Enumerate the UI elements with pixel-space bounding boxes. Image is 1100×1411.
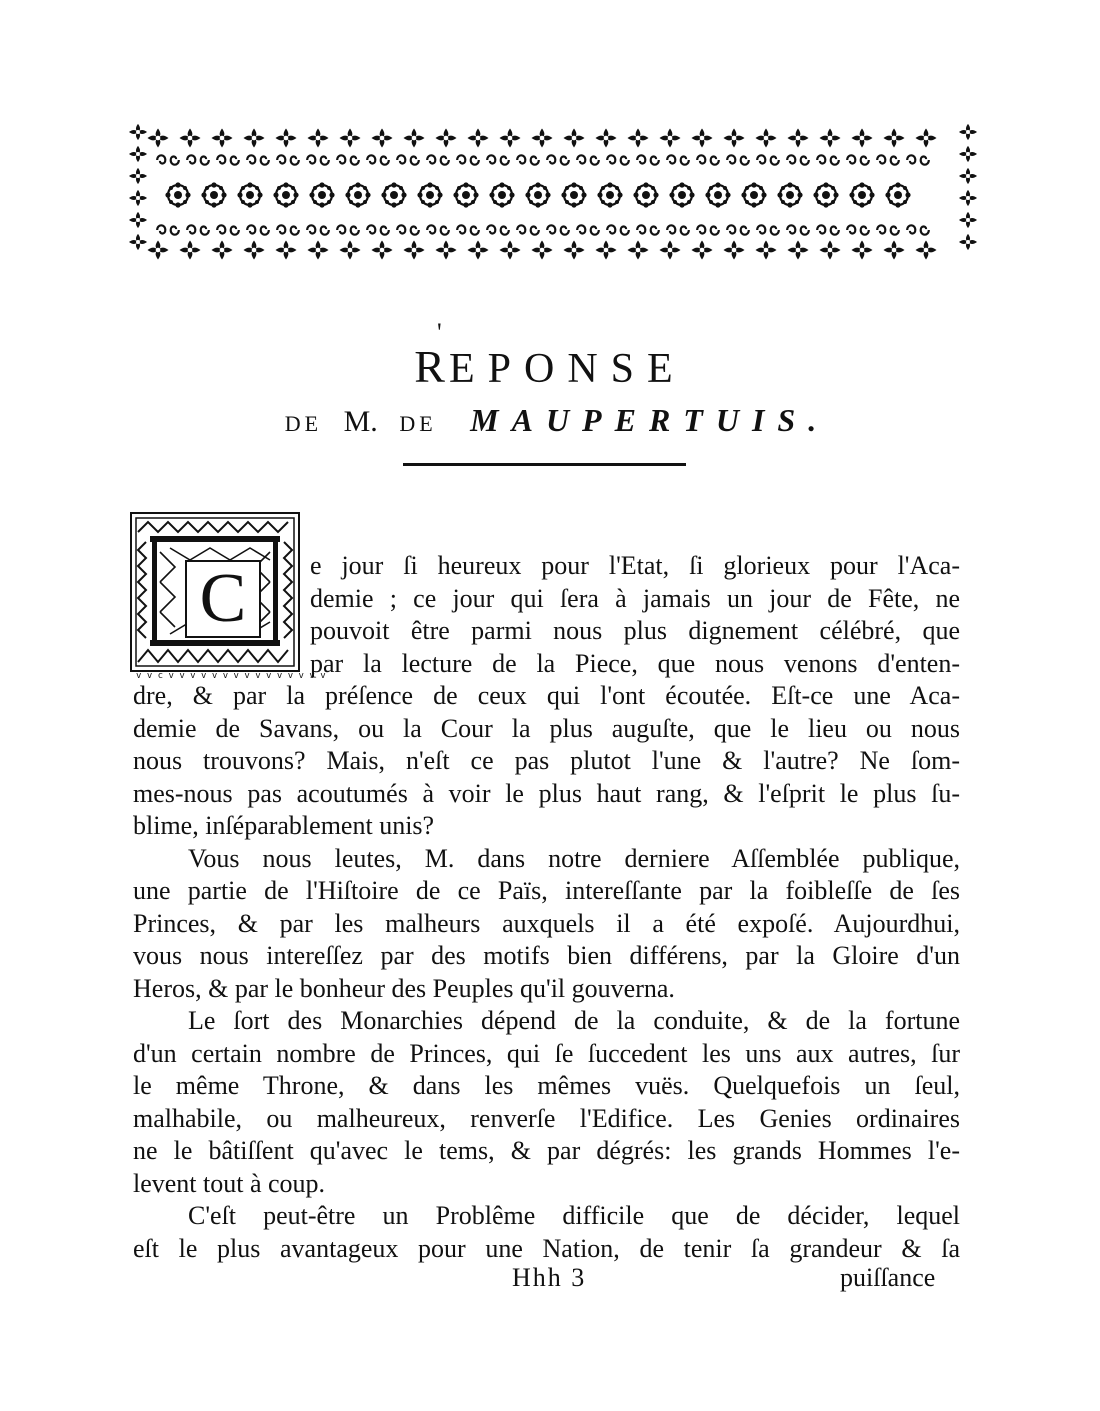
text-line: demie de Savans, ou la Cour la plus auguſte, que le lieu ou nous — [133, 713, 960, 743]
heading-rule — [403, 463, 686, 466]
ornamental-header-band — [128, 120, 978, 270]
text-line: Heros, & par le bonheur des Peuples qu'il gouverna. — [133, 973, 675, 1003]
text-line: eſt le plus avantageux pour une Nation, de tenir ſa grandeur & ſa — [133, 1233, 960, 1263]
text-line: nous trouvons? Mais, n'eſt ce pas plutot l'une & l'autre? Ne ſom- — [133, 746, 960, 775]
text-line: mes-nous pas acoutumés à voir le plus haut rang, & l'eſprit le plus ſu- — [133, 778, 960, 808]
subtitle-de-1: DE — [284, 411, 323, 436]
text-line: levent tout à coup. — [133, 1168, 326, 1198]
text-line: d'un certain nombre de Princes, qui ſe ſuccedent les uns aux autres, ſur — [133, 1038, 960, 1068]
svg-text:v v c v v v v v v v v v v v v: v v c v v v v v v v v v v v v v v v — [136, 671, 326, 681]
catchword: puiſſance — [840, 1263, 936, 1292]
text-line: par la lecture de la Piece, que nous venons d'enten- — [310, 648, 960, 678]
dropcap-letter: C — [185, 560, 261, 638]
text-line: demie ; ce jour qui ſera à jamais un jour de Fête, ne — [310, 583, 960, 613]
text-line: une partie de l'Hiſtoire de ce Païs, intereſſante par la foibleſſe de ſes — [133, 876, 960, 905]
text-line: pouvoit être parmi nous plus dignement célébré, que — [310, 616, 960, 645]
subtitle-de-2: DE — [399, 411, 437, 436]
subtitle-m: M. — [343, 405, 378, 438]
text-line: Le ſort des Monarchies dépend de la conduite, & de la fortune — [188, 1006, 960, 1035]
signature-mark: Hhh 3 — [512, 1263, 587, 1292]
text-line: ne le bâtiſſent qu'avec le tems, & par dégrés: les grands Hommes l'e- — [133, 1136, 960, 1165]
text-line: Vous nous leutes, M. dans notre derniere Aſſemblée publique, — [188, 843, 960, 873]
title-rest: EPONSE — [448, 346, 686, 392]
subtitle-author: MAUPERTUIS. — [470, 402, 830, 438]
text-line: vous nous intereſſez par des motifs bien différens, par la Gloire d'un — [133, 941, 960, 970]
text-line: dre, & par la préſence de ceux qui l'ont écoutée. Eſt-ce une Aca- — [133, 681, 960, 710]
text-line: le même Throne, & dans les mêmes vuës. Quelquefois un ſeul, — [133, 1071, 960, 1100]
text-line: malhabile, ou malheureux, renverſe l'Edifice. Les Genies ordinaires — [133, 1103, 960, 1133]
text-line: Princes, & par les malheurs auxquels il a été expoſé. Aujourdhui, — [133, 908, 960, 938]
text-line: blime, inſéparablement unis? — [133, 811, 435, 840]
text-line: C'eſt peut-être un Problême difficile que de décider, lequel — [188, 1201, 960, 1230]
title-initial: R — [414, 341, 449, 392]
page-subtitle — [0, 402, 1100, 439]
page-title — [0, 340, 1100, 393]
text-line: e jour ſi heureux pour l'Etat, ſi glorieux pour l'Aca- — [310, 551, 960, 580]
title-accent-mark: ' — [437, 318, 442, 347]
